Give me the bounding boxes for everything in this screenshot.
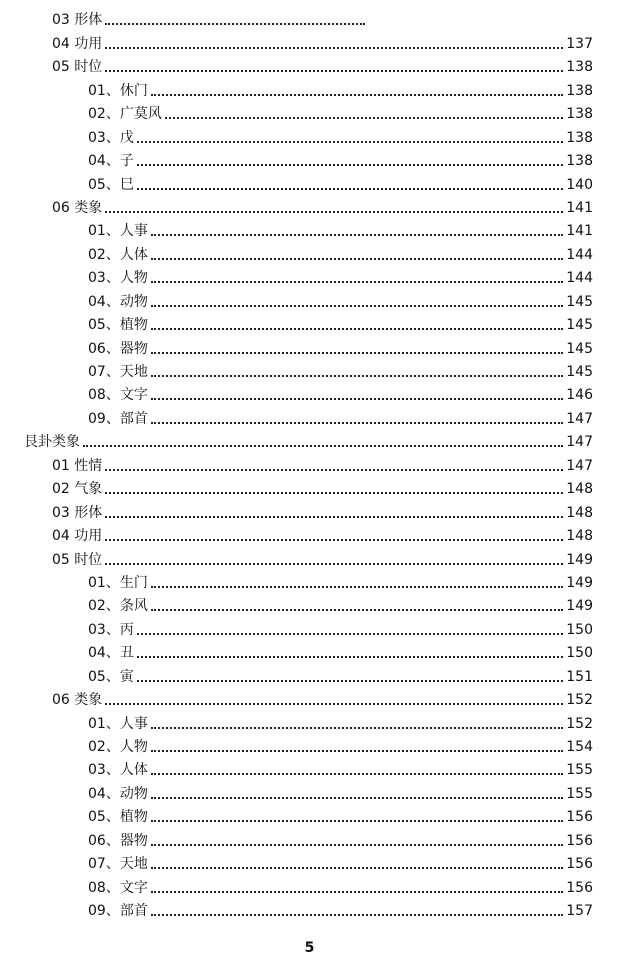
toc-entry[interactable]	[0, 194, 619, 217]
toc-entry-label: 03 形体	[52, 12, 103, 29]
dot-leader	[151, 422, 563, 424]
toc-entry-page-number: 150	[566, 621, 593, 638]
dot-leader	[151, 914, 563, 916]
toc-entry-page-number: 147	[566, 434, 593, 451]
toc-entry-page-number: 150	[566, 645, 593, 662]
toc-entry-label: 06、器物	[88, 832, 148, 849]
toc-entry-label: 06、器物	[88, 340, 148, 357]
toc-entry[interactable]	[0, 779, 619, 802]
dot-leader	[105, 47, 563, 49]
toc-entry[interactable]	[0, 592, 619, 615]
toc-entry-page-number: 149	[566, 598, 593, 615]
dot-leader	[151, 609, 563, 611]
toc-entry[interactable]	[0, 569, 619, 592]
toc-entry-page-number: 156	[566, 832, 593, 849]
toc-entry-page-number: 151	[566, 668, 593, 685]
toc-entry[interactable]	[0, 100, 619, 123]
dot-leader	[151, 234, 563, 236]
toc-entry-label: 03、人物	[88, 270, 148, 287]
dot-leader	[105, 492, 563, 494]
toc-entry-label: 01、人事	[88, 223, 148, 240]
toc-entry[interactable]	[0, 147, 619, 170]
toc-entry[interactable]	[0, 240, 619, 263]
dot-leader	[151, 328, 563, 330]
toc-entry-page-number: 155	[566, 785, 593, 802]
toc-entry[interactable]	[0, 639, 619, 662]
toc-entry-page-number: 155	[566, 762, 593, 779]
toc-entry[interactable]	[0, 756, 619, 779]
toc-entry-page-number: 147	[566, 410, 593, 427]
dot-leader	[151, 844, 563, 846]
toc-entry[interactable]	[0, 873, 619, 896]
dot-leader	[105, 516, 563, 518]
toc-entry-label: 04、子	[88, 153, 134, 170]
toc-entry-label: 09、部首	[88, 903, 148, 920]
toc-entry-page-number: 146	[566, 387, 593, 404]
dot-leader	[151, 727, 563, 729]
toc-entry-page-number: 156	[566, 879, 593, 896]
toc-entry-page-number: 140	[566, 176, 593, 193]
toc-entry[interactable]	[0, 170, 619, 193]
dot-leader	[83, 445, 563, 447]
toc-entry-page-number: 145	[566, 340, 593, 357]
toc-entry-page-number: 145	[566, 364, 593, 380]
dot-leader	[137, 656, 563, 658]
toc-entry-label: 04 功用	[52, 528, 103, 545]
toc-entry[interactable]	[0, 545, 619, 568]
toc-entry-page-number: 138	[566, 129, 593, 146]
dot-leader	[151, 586, 563, 588]
dot-leader	[137, 680, 563, 682]
toc-entry[interactable]	[0, 334, 619, 357]
toc-entry-page-number: 144	[566, 246, 593, 263]
toc-entry[interactable]	[0, 662, 619, 685]
dot-leader	[105, 70, 563, 72]
dot-leader	[151, 375, 563, 377]
toc-entry-label: 07、天地	[88, 364, 148, 380]
dot-leader	[105, 539, 563, 541]
dot-leader	[165, 117, 563, 119]
toc-entry-label: 02、人体	[88, 246, 148, 263]
toc-entry-label: 05 时位	[52, 551, 103, 568]
toc-entry-page-number: 141	[566, 199, 593, 216]
toc-entry-label: 01、生门	[88, 574, 148, 591]
toc-entry[interactable]	[0, 686, 619, 709]
dot-leader	[105, 703, 563, 705]
dot-leader	[151, 398, 563, 400]
toc-entry-label: 04、动物	[88, 293, 148, 310]
toc-entry-label: 02、人物	[88, 739, 148, 755]
toc-entry-page-number: 138	[566, 106, 593, 123]
toc-entry[interactable]	[0, 498, 619, 521]
dot-leader	[137, 141, 563, 143]
toc-entry-page-number: 148	[566, 504, 593, 521]
toc-entry-page-number: 149	[566, 551, 593, 568]
toc-entry-page-number: 141	[566, 223, 593, 240]
toc-entry-label: 01 性情	[52, 457, 103, 474]
toc-entry-label: 01、人事	[88, 715, 148, 732]
toc-entry-label: 06 类象	[52, 692, 103, 709]
toc-entry[interactable]	[0, 6, 619, 29]
toc-entry-page-number: 152	[566, 692, 593, 709]
dot-leader	[105, 211, 563, 213]
toc-entry-page-number: 138	[566, 82, 593, 99]
toc-entry[interactable]	[0, 264, 619, 287]
toc-entry[interactable]	[0, 217, 619, 240]
toc-entry-label: 02 气象	[52, 481, 103, 498]
toc-entry[interactable]	[0, 451, 619, 474]
dot-leader	[151, 305, 563, 307]
dot-leader	[151, 94, 563, 96]
toc-entry-page-number: 156	[566, 809, 593, 826]
dot-leader	[105, 469, 563, 471]
toc-entry-label: 03、丙	[88, 621, 134, 638]
toc-entry[interactable]	[0, 311, 619, 334]
toc-entry-label: 02、广莫风	[88, 106, 162, 123]
toc-entry-label: 06 类象	[52, 199, 103, 216]
toc-entry[interactable]	[0, 803, 619, 826]
toc-entry-label: 07、天地	[88, 856, 148, 873]
toc-entry[interactable]	[0, 615, 619, 638]
dot-leader	[151, 750, 563, 752]
dot-leader	[105, 23, 365, 25]
toc-entry[interactable]	[0, 381, 619, 404]
toc-entry-label: 05 时位	[52, 59, 103, 76]
toc-entry[interactable]	[0, 522, 619, 545]
toc-entry[interactable]	[0, 897, 619, 920]
toc-entry-page-number: 152	[566, 715, 593, 732]
toc-entry-page-number: 148	[566, 528, 593, 545]
toc-entry-label: 01、休门	[88, 82, 148, 99]
dot-leader	[151, 281, 563, 283]
toc-entry[interactable]	[0, 475, 619, 498]
dot-leader	[151, 797, 563, 799]
toc-entry-label: 09、部首	[88, 410, 148, 427]
dot-leader	[151, 773, 563, 775]
toc-entry-label: 03 形体	[52, 504, 103, 521]
toc-entry-label: 05、植物	[88, 809, 148, 826]
toc-entry-page-number: 138	[566, 153, 593, 170]
dot-leader	[151, 820, 563, 822]
toc-entry-label: 03、人体	[88, 762, 148, 779]
toc-entry[interactable]	[0, 358, 619, 381]
toc-entry-label: 03、戊	[88, 129, 134, 146]
toc-entry-label: 04、动物	[88, 785, 148, 802]
toc-entry-label: 04 功用	[52, 35, 103, 52]
toc-entry-page-number: 148	[566, 481, 593, 498]
toc-entry-label: 08、文字	[88, 387, 148, 404]
toc-entry-label: 艮卦类象	[24, 434, 80, 451]
toc-entry[interactable]	[0, 29, 619, 52]
toc-entry-page-number: 157	[566, 903, 593, 920]
toc-entry[interactable]	[0, 123, 619, 146]
dot-leader	[105, 563, 563, 565]
table-of-contents	[0, 6, 619, 920]
toc-entry-page-number: 145	[566, 317, 593, 334]
toc-entry-page-number: 149	[566, 574, 593, 591]
toc-entry-label: 04、丑	[88, 645, 134, 662]
toc-entry-label: 02、条风	[88, 598, 148, 615]
toc-entry[interactable]	[0, 850, 619, 873]
dot-leader	[137, 164, 563, 166]
toc-entry[interactable]	[0, 76, 619, 99]
toc-entry-label: 08、文字	[88, 879, 148, 896]
toc-entry[interactable]	[0, 53, 619, 76]
toc-entry[interactable]	[0, 287, 619, 310]
toc-entry-page-number: 154	[566, 739, 593, 755]
toc-entry-page-number: 156	[566, 856, 593, 873]
toc-entry-page-number: 138	[566, 59, 593, 76]
dot-leader	[151, 258, 563, 260]
toc-entry[interactable]	[0, 733, 619, 756]
toc-entry-page-number: 145	[566, 293, 593, 310]
toc-entry-label: 05、巳	[88, 176, 134, 193]
toc-entry[interactable]	[0, 709, 619, 732]
page-number: 5	[304, 940, 315, 956]
toc-entry[interactable]	[0, 404, 619, 427]
toc-entry-label: 05、植物	[88, 317, 148, 334]
toc-entry[interactable]	[0, 826, 619, 849]
toc-entry-page-number: 144	[566, 270, 593, 287]
toc-entry-label: 05、寅	[88, 668, 134, 685]
dot-leader	[137, 188, 563, 190]
dot-leader	[151, 867, 563, 869]
dot-leader	[151, 891, 563, 893]
dot-leader	[137, 633, 563, 635]
toc-entry-page-number: 137	[566, 35, 593, 52]
toc-entry[interactable]	[0, 428, 619, 451]
dot-leader	[151, 352, 563, 354]
toc-entry-page-number: 147	[566, 457, 593, 474]
